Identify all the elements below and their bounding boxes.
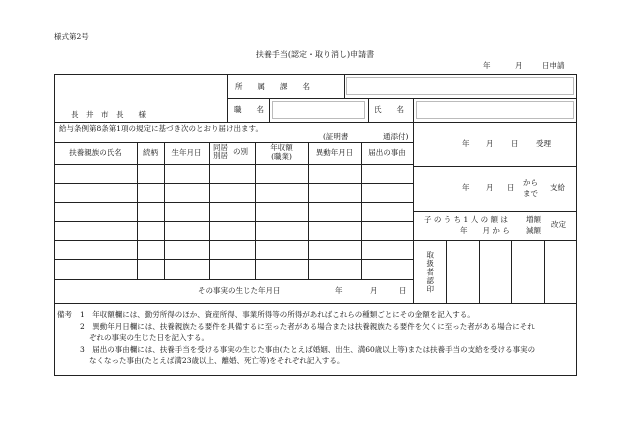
fact-date-day: 日 xyxy=(399,286,407,295)
attachment-count-label: 通添付) xyxy=(383,132,409,141)
department-field[interactable] xyxy=(346,77,574,95)
fact-date-year: 年 xyxy=(335,286,343,295)
receipt-month: 月 xyxy=(486,139,494,148)
note-item-1: 1 年収額欄には、勤労所得のほか、資産所得、事業所得等の所得があればこれらの種類ごとにその金額を記入する。 xyxy=(80,310,475,319)
note-item-2-cont: ぞれの事実の生じた日を記入する。 xyxy=(89,333,209,342)
dependent-row-3[interactable] xyxy=(56,204,135,219)
receipt-year: 年 xyxy=(462,139,470,148)
payment-month: 月 xyxy=(486,183,494,192)
form-number: 様式第2号 xyxy=(54,32,89,41)
seal-box-1[interactable] xyxy=(448,242,477,301)
application-year: 年 xyxy=(483,61,491,70)
department-label: 所 属 課 名 xyxy=(235,82,310,91)
note-item-2: 2 異動年月日欄には、扶養親族たる要件を具備するに至った者がある場合または扶養親族たる要件を欠くに至った者がある場合にそれ xyxy=(80,322,535,331)
name-label: 氏 名 xyxy=(374,105,404,114)
form-title: 扶養手当(認定・取り消し)申請書 xyxy=(255,50,375,59)
position-field[interactable] xyxy=(272,101,365,119)
payment-label: 支給 xyxy=(550,183,565,192)
payment-day: 日 xyxy=(507,183,515,192)
receipt-day: 日 xyxy=(511,139,519,148)
note-item-3: 3 届出の事由欄には、扶養手当を受ける事実の生じた事由(たとえば婚姻、出生、満60歳以上等)または扶養手当の支給を受ける事実の xyxy=(80,345,536,354)
revision-label: 改定 xyxy=(551,220,566,229)
header-income: 年収額 xyxy=(270,143,293,152)
header-occupation: (職業) xyxy=(271,152,292,161)
note-item-3-cont: なくなった事由(たとえば満23歳以上、離婚、死亡等)をそれぞれ記入する。 xyxy=(89,356,345,365)
header-reason: 届出の事由 xyxy=(368,148,406,158)
application-month: 月 xyxy=(515,61,523,70)
dependent-row-2[interactable] xyxy=(56,185,135,200)
revision-decrease: 減額 xyxy=(526,226,541,235)
fact-date-month: 月 xyxy=(370,286,378,295)
dependent-row-1[interactable] xyxy=(56,166,135,181)
header-birth-date: 生年月日 xyxy=(171,148,202,158)
revision-line1: 子 の う ち 1 人 の 額 は xyxy=(424,215,508,224)
notes-heading: 備考 xyxy=(57,310,72,319)
header-distinction: の別 xyxy=(233,147,248,156)
revision-line2: 年 月 か ら xyxy=(460,226,510,235)
dependent-row-4[interactable] xyxy=(56,223,135,238)
seal-box-3[interactable] xyxy=(513,242,542,301)
payment-from: から xyxy=(523,178,538,187)
header-change-date: 異動年月日 xyxy=(315,148,354,158)
payment-until: まで xyxy=(523,189,538,198)
seal-box-4[interactable] xyxy=(546,242,575,301)
receipt-label: 受理 xyxy=(536,139,551,148)
application-day: 日申請 xyxy=(542,61,565,70)
dependent-row-5[interactable] xyxy=(56,242,135,257)
approver-seal-label: 取扱者認印 xyxy=(425,250,435,294)
dependent-row-6[interactable] xyxy=(56,261,135,277)
statement-text: 給与条例第8条第1項の規定に基づき次のとおり届け出ます。 xyxy=(59,124,263,133)
certificate-label: (証明書 xyxy=(323,132,349,141)
addressee: 長 井 市 長 様 xyxy=(71,110,146,119)
header-relationship: 続柄 xyxy=(143,148,158,158)
position-label: 職 名 xyxy=(234,105,264,114)
header-cohabitation: 同居 xyxy=(213,143,228,152)
fact-date-label: その事実の生じた年月日 xyxy=(198,286,281,295)
applicant-name-field[interactable] xyxy=(416,101,574,119)
header-separate: 別居 xyxy=(213,151,228,160)
seal-box-2[interactable] xyxy=(481,242,509,301)
header-dependent-name: 扶養親族の氏名 xyxy=(69,148,122,158)
payment-year: 年 xyxy=(462,183,470,192)
revision-increase: 増額 xyxy=(526,215,541,224)
